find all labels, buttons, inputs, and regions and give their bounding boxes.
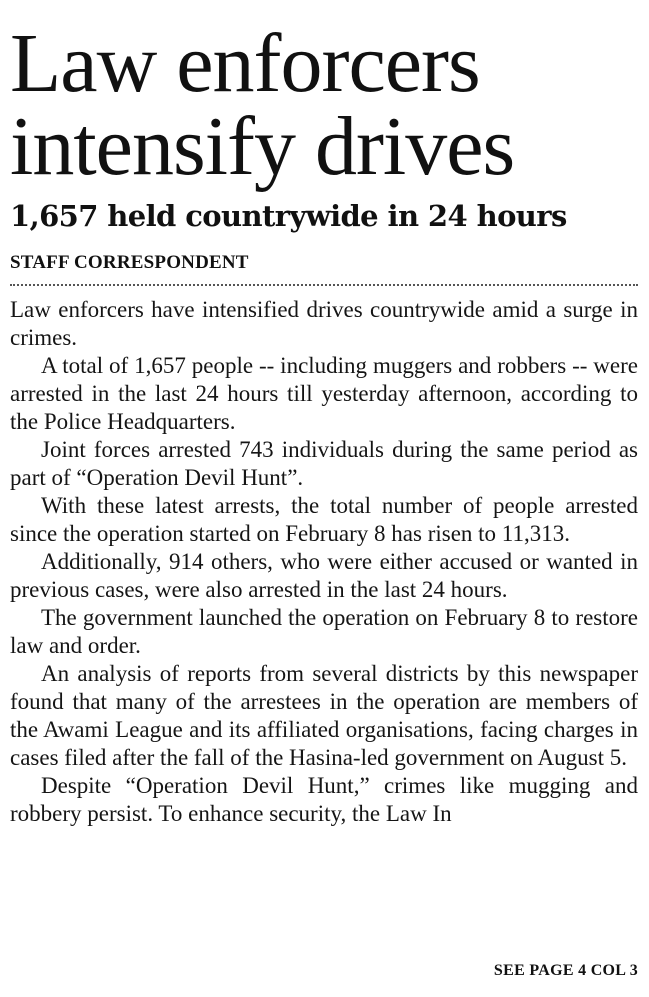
continuation-reference: SEE PAGE 4 COL 3 <box>493 962 638 979</box>
headline <box>10 17 638 193</box>
headline-line-1: Law enforcers <box>10 17 480 110</box>
paragraph-7: An analysis of reports from several districts by this newspaper found that many of the arrestees in the operation are members of the Awami League and its affiliated organisations, facing charges in cases filed after the fall of the Hasina-led government on August 5. <box>10 661 638 770</box>
paragraph-3: Joint forces arrested 743 individuals during the same period as part of “Operation Devil Hunt”. <box>10 437 638 490</box>
headline-line-2: intensify drives <box>10 100 515 193</box>
paragraph-1: Law enforcers have intensified drives countrywide amid a surge in crimes. <box>10 297 638 350</box>
byline: STAFF CORRESPONDENT <box>10 252 249 273</box>
paragraph-5: Additionally, 914 others, who were either accused or wanted in previous cases, were also arrested in the last 24 hours. <box>10 549 638 602</box>
article-body <box>10 296 638 828</box>
paragraph-2: A total of 1,657 people -- including muggers and robbers -- were arrested in the last 24 hours till yesterday afternoon, according to the Police Headquarters. <box>10 353 638 434</box>
paragraph-4: With these latest arrests, the total number of people arrested since the operation started on February 8 has risen to 11,313. <box>10 493 638 546</box>
paragraph-8: Despite “Operation Devil Hunt,” crimes like mugging and robbery persist. To enhance security, the Law In <box>10 773 638 826</box>
dotted-divider <box>10 284 638 286</box>
paragraph-6: The government launched the operation on February 8 to restore law and order. <box>10 605 638 658</box>
news-article <box>10 17 638 828</box>
subheadline: 1,657 held countrywide in 24 hours <box>10 199 567 233</box>
